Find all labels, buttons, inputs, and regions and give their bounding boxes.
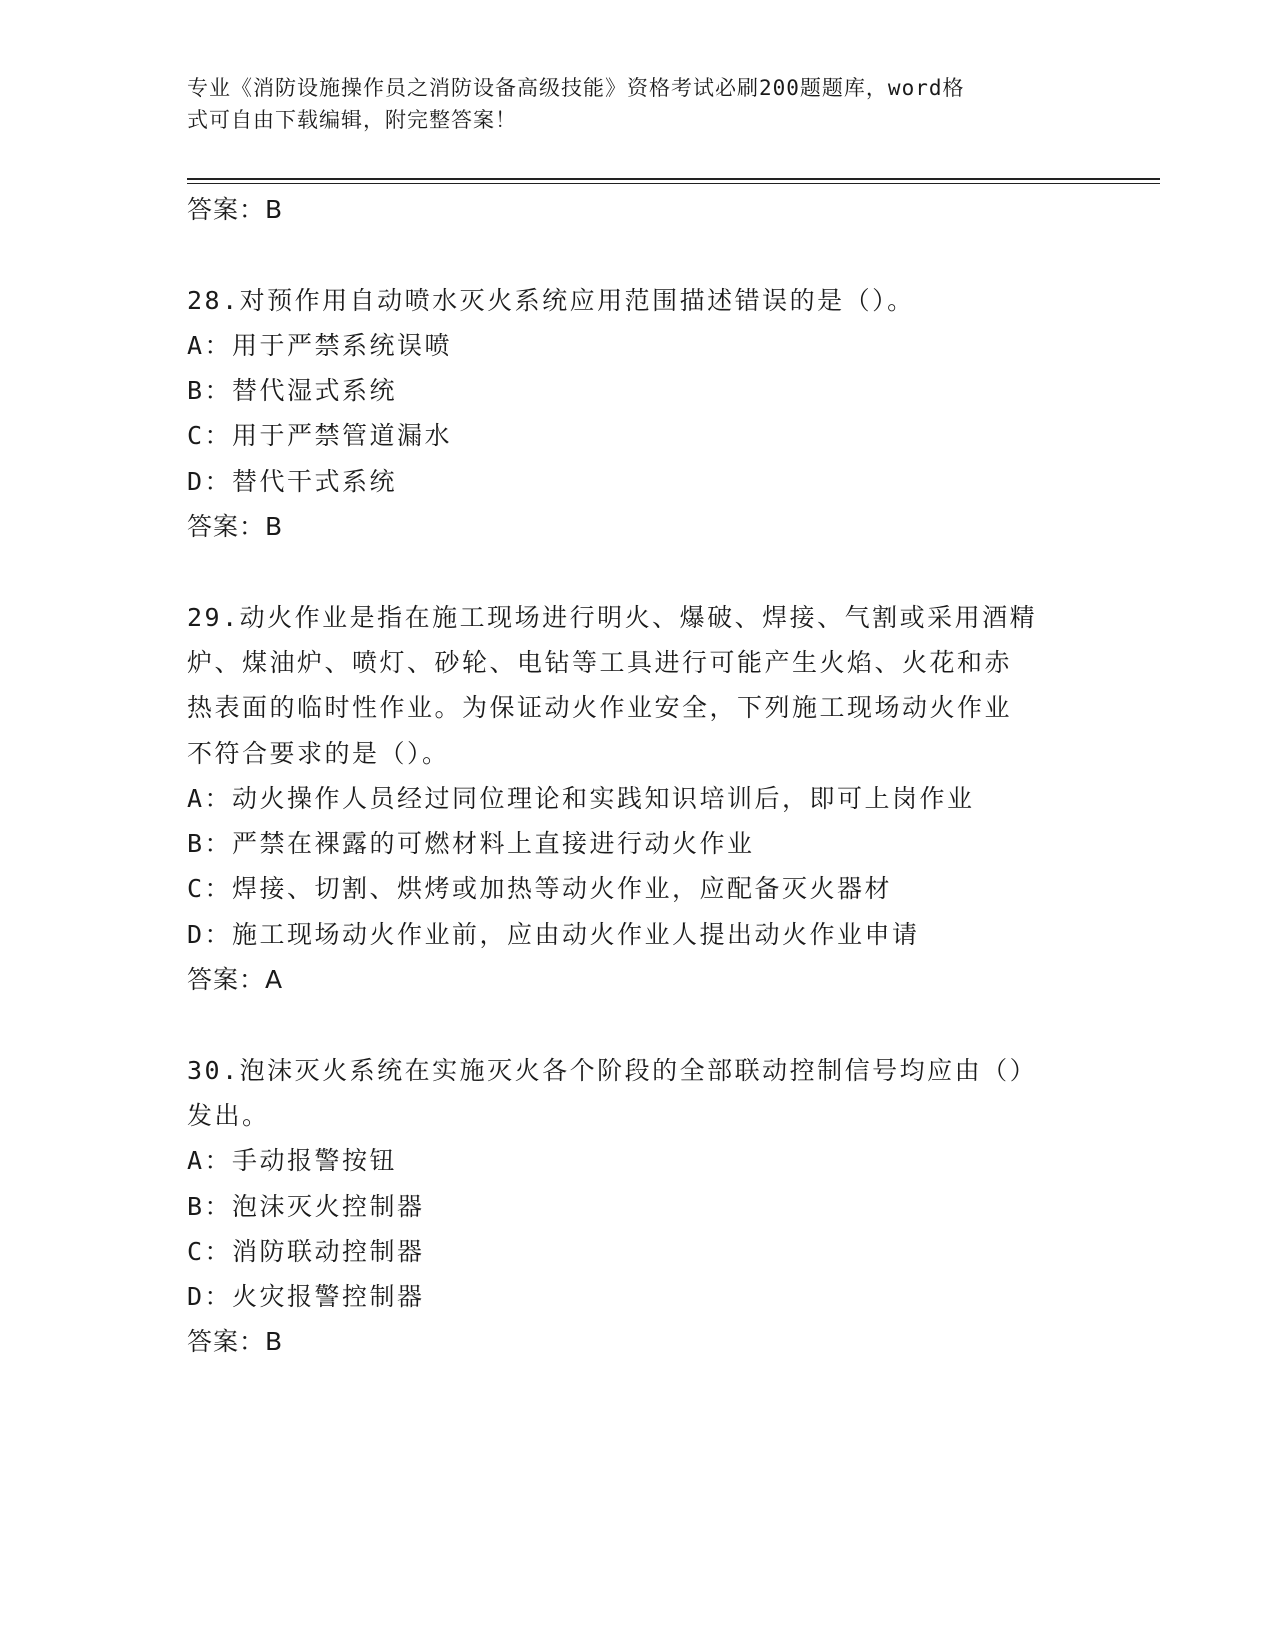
option-b: B：严禁在裸露的可燃材料上直接进行动火作业: [187, 829, 755, 859]
question-28: [187, 278, 1087, 550]
option-c: C：消防联动控制器: [187, 1236, 425, 1266]
option-a: A：用于严禁系统误喷: [187, 330, 453, 360]
question-stem-line-4: 不符合要求的是（）。: [187, 738, 450, 768]
spacer: [187, 232, 1087, 277]
answer: 答案：A: [187, 965, 284, 995]
question-30: [187, 1048, 1087, 1365]
option-d: D：施工现场动火作业前，应由动火作业人提出动火作业申请: [187, 919, 920, 949]
option-a: A：动火操作人员经过同位理论和实践知识培训后，即可上岗作业: [187, 783, 975, 813]
option-c: C：焊接、切割、烘烤或加热等动火作业，应配备灭火器材: [187, 874, 893, 904]
answer: 答案：B: [187, 512, 284, 542]
question-stem-line-2: 发出。: [187, 1100, 270, 1130]
header-line-2: 式可自由下载编辑，附完整答案！: [187, 108, 517, 132]
question-stem-line-1: 30.泡沫灭火系统在实施灭火各个阶段的全部联动控制信号均应由（）: [187, 1055, 1038, 1085]
question-stem-line-1: 29.动火作业是指在施工现场进行明火、爆破、焊接、气割或采用酒精: [187, 602, 1038, 632]
document-header: [187, 72, 1067, 136]
option-d: D：火灾报警控制器: [187, 1282, 425, 1312]
question-29: [187, 595, 1087, 1003]
spacer: [187, 549, 1087, 594]
option-b: B：替代湿式系统: [187, 376, 398, 406]
question-stem-line-2: 炉、煤油炉、喷灯、砂轮、电钻等工具进行可能产生火焰、火花和赤: [187, 647, 1013, 677]
question-stem: 28.对预作用自动喷水灭火系统应用范围描述错误的是（）。: [187, 285, 915, 315]
option-a: A：手动报警按钮: [187, 1146, 398, 1176]
header-rule-thin: [187, 183, 1160, 184]
option-b: B：泡沫灭火控制器: [187, 1191, 425, 1221]
header-line-1: 专业《消防设施操作员之消防设备高级技能》资格考试必刷200题题库，word格: [187, 76, 965, 100]
answer: 答案：B: [187, 1327, 284, 1357]
option-d: D：替代干式系统: [187, 466, 398, 496]
spacer: [187, 1002, 1087, 1047]
option-c: C：用于严禁管道漏水: [187, 421, 453, 451]
header-rule-thick: [187, 178, 1160, 180]
previous-answer: 答案：B: [187, 195, 284, 224]
question-list: [187, 187, 1087, 1365]
question-stem-line-3: 热表面的临时性作业。为保证动火作业安全，下列施工现场动火作业: [187, 693, 1013, 723]
